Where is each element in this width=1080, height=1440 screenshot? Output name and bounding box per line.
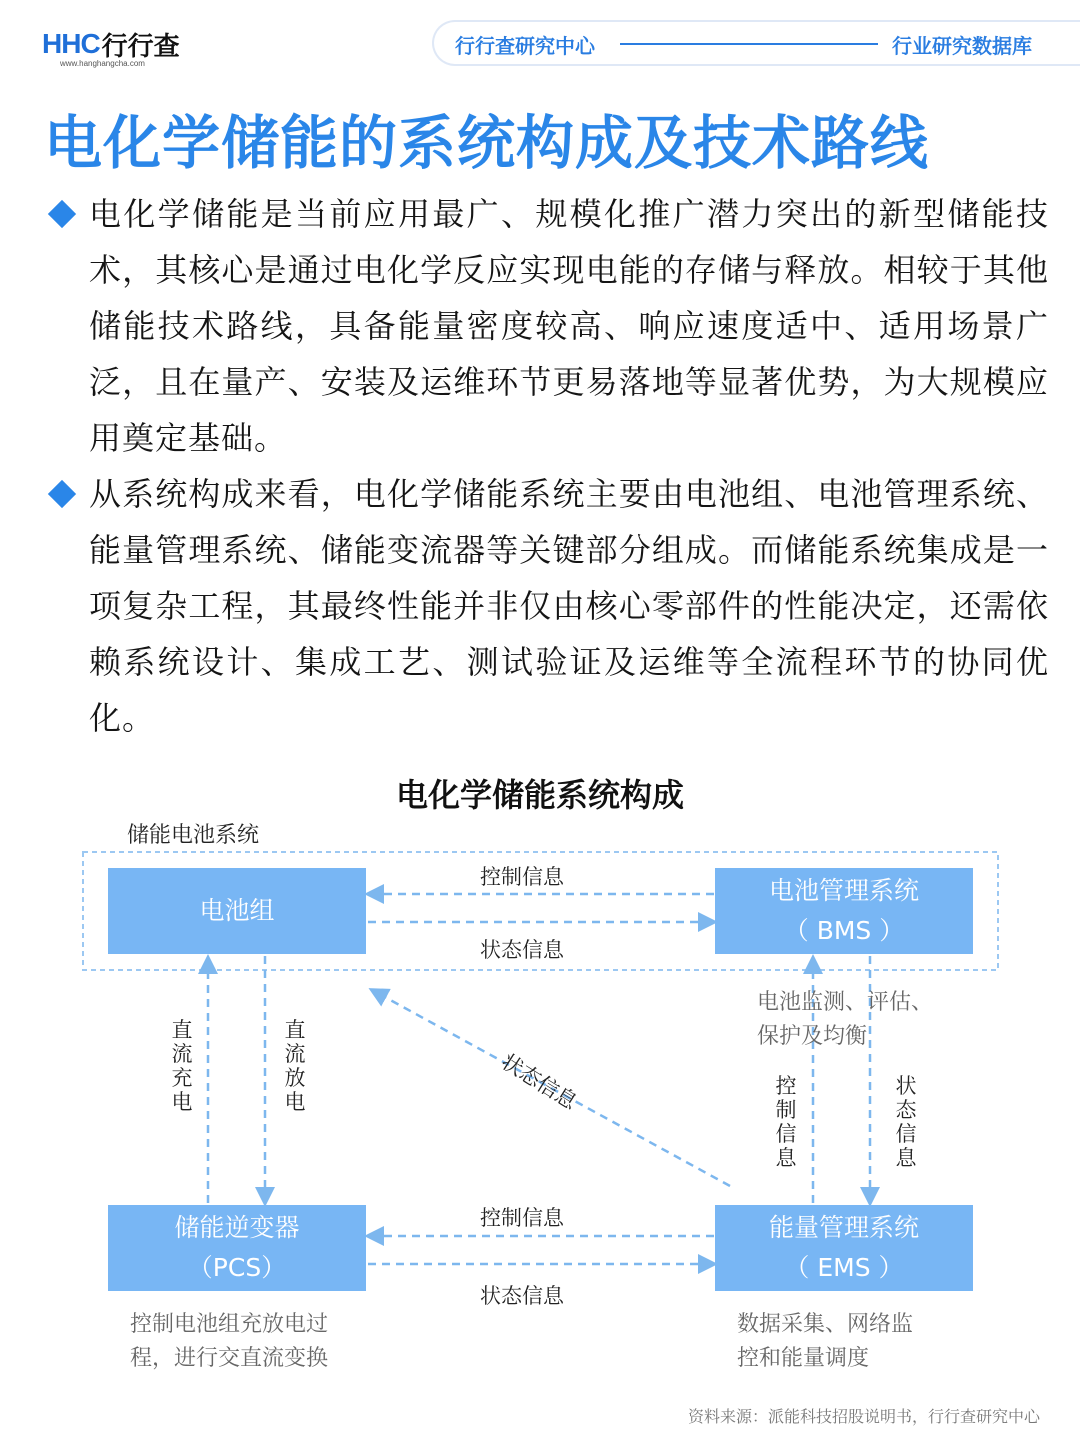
note-ems-line1: 数据采集、网络监 (737, 1312, 914, 1337)
node-pcs (108, 1205, 366, 1291)
note-bms-line2: 保护及均衡 (757, 1024, 868, 1049)
label-right-status: 状态信息 (895, 1074, 917, 1170)
label-bottom-status: 状态信息 (480, 1284, 564, 1308)
node-ems-name: 能量管理系统 (768, 1213, 919, 1242)
header-database: 行业研究数据库 (892, 34, 1032, 58)
node-bms-name: 电池管理系统 (768, 876, 919, 905)
bullet-paragraph-1: 电化学储能是当前应用最广、规模化推广潜力突出的新型储能技术，其核心是通过电化学反应实现电能的存储与释放。相较于其他储能技术路线，具备能量密度较高、响应速度适中、适用场景广泛，且在量产、安装及运维环节更易落地等显著优势，为大规模应用奠定基础。 (89, 195, 1049, 457)
node-ems (715, 1205, 973, 1291)
label-top-control: 控制信息 (480, 865, 564, 889)
label-top-status: 状态信息 (480, 938, 564, 962)
node-battery-pack (108, 868, 366, 954)
node-bms-abbr: （ BMS ） (783, 916, 905, 945)
label-dc-charge: 直流充电 (171, 1018, 193, 1114)
node-battery-pack-label: 电池组 (199, 896, 275, 925)
group-label: 储能电池系统 (127, 823, 260, 848)
node-bms (715, 868, 973, 954)
label-bottom-control: 控制信息 (480, 1206, 564, 1230)
logo-mark: HHC (42, 28, 100, 59)
note-ems-line2: 控和能量调度 (737, 1346, 870, 1371)
node-pcs-abbr: （PCS） (187, 1253, 287, 1282)
node-ems-abbr: （ EMS ） (784, 1253, 904, 1282)
note-bms (757, 986, 933, 1054)
note-pcs-line1: 控制电池组充放电过 (130, 1312, 329, 1337)
note-bms-line1: 电池监测、评估、 (757, 990, 934, 1015)
note-pcs-line2: 程，进行交直流变换 (130, 1346, 329, 1371)
logo-url: www.hanghangcha.com (60, 59, 145, 68)
diagram-title: 电化学储能系统构成 (395, 776, 684, 814)
source-note: 资料来源：派能科技招股说明书，行行查研究中心 (687, 1407, 1040, 1426)
note-ems (737, 1308, 913, 1376)
bullet-paragraph-2: 从系统构成来看，电化学储能系统主要由电池组、电池管理系统、能量管理系统、储能变流器等关键部分组成。而储能系统集成是一项复杂工程，其最终性能并非仅由核心零部件的性能决定，还需依赖系统设计、集成工艺、测试验证及运维等全流程环节的协同优化。 (89, 475, 1049, 737)
logo-text: 行行查 (101, 31, 180, 62)
page-title: 电化学储能的系统构成及技术路线 (44, 109, 930, 177)
note-pcs (130, 1308, 328, 1376)
label-dc-discharge: 直流放电 (284, 1018, 306, 1114)
label-right-control: 控制信息 (775, 1074, 797, 1170)
header-research-center: 行行查研究中心 (455, 34, 595, 58)
label-diagonal-status: 状态信息 (497, 1049, 582, 1115)
node-pcs-name: 储能逆变器 (174, 1213, 300, 1242)
